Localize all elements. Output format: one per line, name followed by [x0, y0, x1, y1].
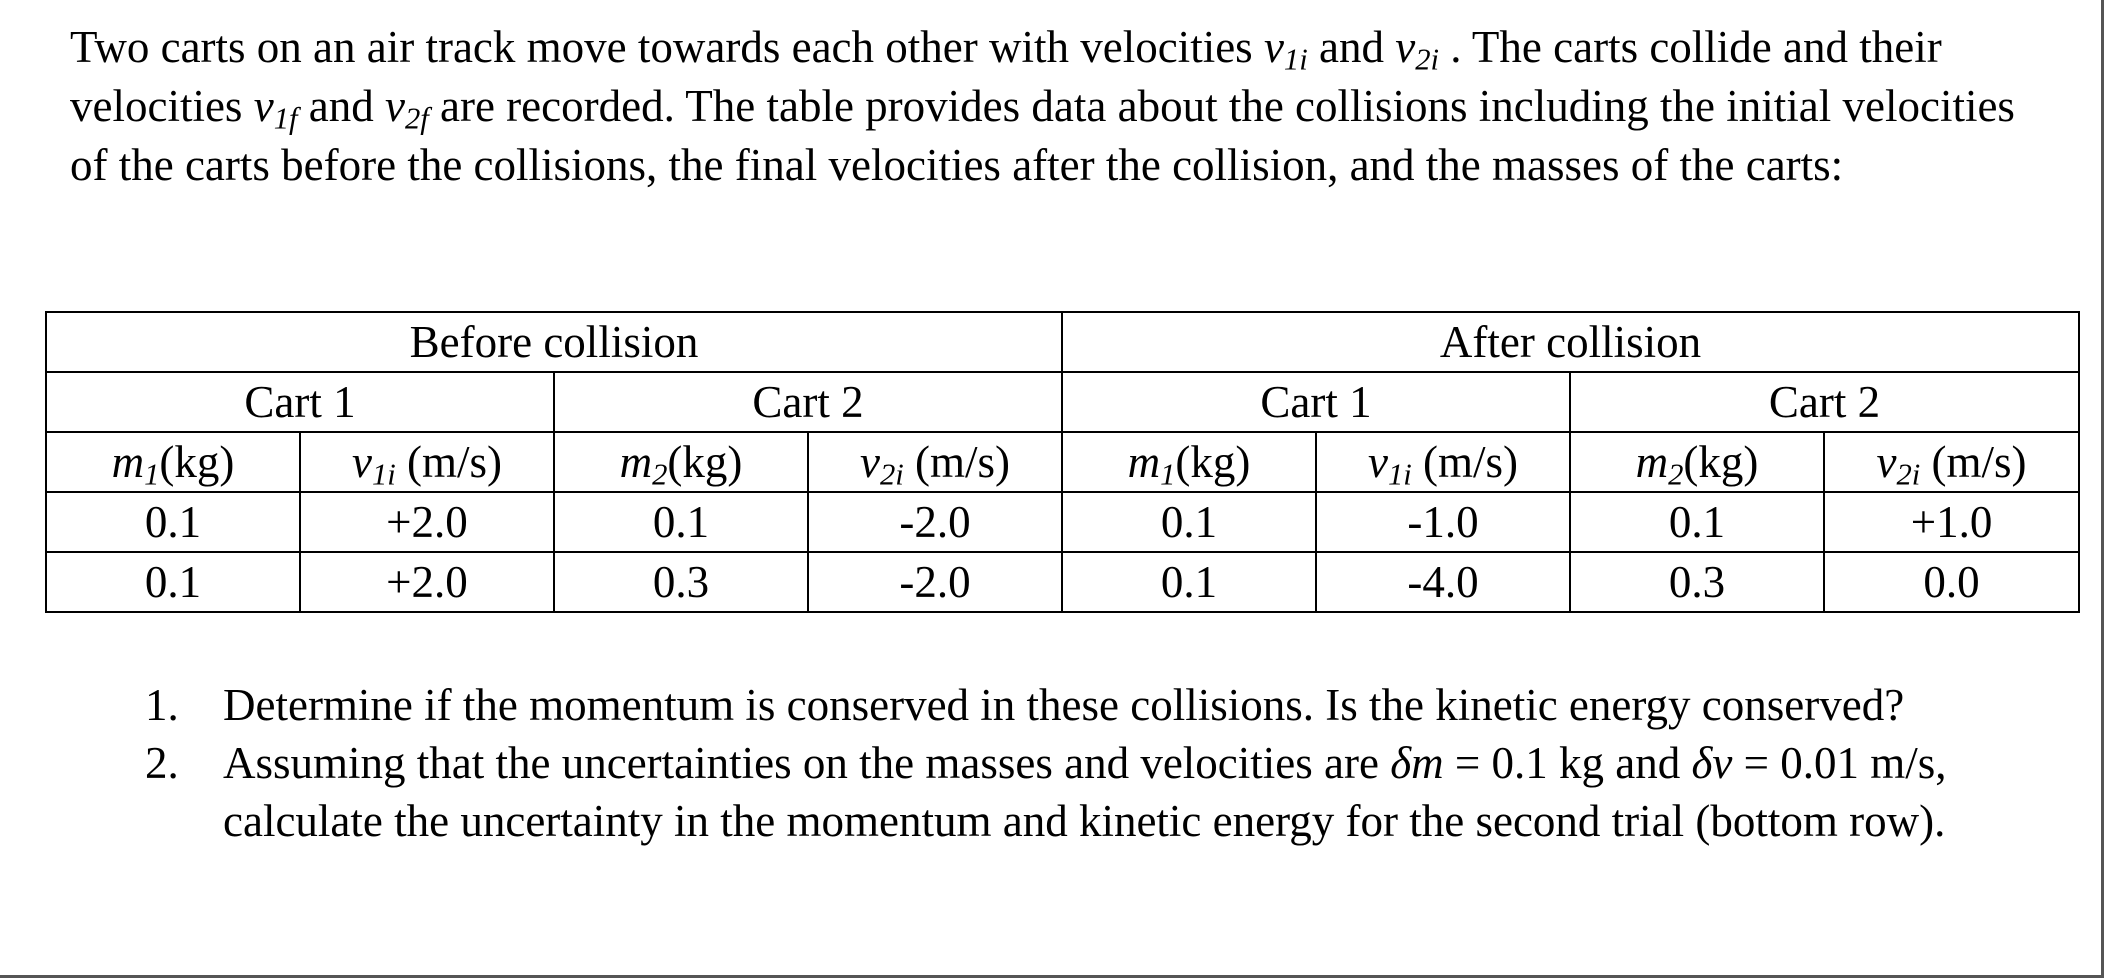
table-cell: 0.1	[46, 492, 300, 552]
header-after-collision: After collision	[1062, 312, 2079, 372]
table-cell: 0.3	[554, 552, 808, 612]
var-v2f: $v_{2f}$	[384, 81, 429, 136]
table-cell: -4.0	[1316, 552, 1570, 612]
column-header: $v_{2i}$ (m/s)	[1824, 432, 2079, 492]
symbol-delta-v: δv	[1691, 738, 1733, 788]
symbol-delta-m: δm	[1390, 738, 1444, 788]
header-before-cart-1: Cart 1	[46, 372, 554, 432]
column-header: $m_2(kg)$	[554, 432, 808, 492]
question-1-text: Determine if the momentum is conserved in these collisions. Is the kinetic energy conserved?	[223, 680, 1905, 730]
question-2-text-c: = 0.01 m/s, calculate the uncertainty in the momentum and kinetic energy for the second trial (bottom row).	[223, 738, 1947, 846]
table-cell: 0.1	[1062, 552, 1316, 612]
table-row	[46, 492, 2079, 552]
column-header: $v_{2i}$ (m/s)	[808, 432, 1062, 492]
question-2	[145, 734, 2075, 850]
collision-data-table	[45, 311, 2080, 613]
intro-text-and-2: and	[297, 81, 385, 131]
table-cell: -2.0	[808, 492, 1062, 552]
table-cell: +2.0	[300, 552, 554, 612]
column-header: $m_1(kg)$	[1062, 432, 1316, 492]
question-1	[145, 676, 2075, 734]
cart-header-row	[46, 372, 2079, 432]
group-header-row	[46, 312, 2079, 372]
column-header: $m_2(kg)$	[1570, 432, 1824, 492]
table-cell: -2.0	[808, 552, 1062, 612]
question-1-number: 1.	[145, 680, 179, 730]
table-cell: +2.0	[300, 492, 554, 552]
header-after-cart-2: Cart 2	[1570, 372, 2079, 432]
intro-text-1: Two carts on an air track move towards each other with velocities	[70, 22, 1264, 72]
question-list	[145, 676, 2075, 850]
column-header: $m_1(kg)$	[46, 432, 300, 492]
header-after-cart-1: Cart 1	[1062, 372, 1570, 432]
header-before-cart-2: Cart 2	[554, 372, 1062, 432]
intro-text-and: and	[1307, 22, 1396, 72]
column-header-row	[46, 432, 2079, 492]
table-row	[46, 552, 2079, 612]
var-v2i: $v_{2i}$	[1395, 22, 1439, 77]
intro-paragraph	[70, 18, 2060, 195]
table-cell: 0.1	[554, 492, 808, 552]
question-2-text-b: = 0.1 kg and	[1443, 738, 1692, 788]
intro-text-2: . The carts collide and their velocities	[70, 22, 1942, 131]
table-cell: 0.1	[1570, 492, 1824, 552]
table-cell: +1.0	[1824, 492, 2079, 552]
header-before-collision: Before collision	[46, 312, 1062, 372]
question-2-text-a: Assuming that the uncertainties on the masses and velocities are	[223, 738, 1391, 788]
var-v1i: $v_{1i}$	[1263, 22, 1308, 77]
column-header: $v_{1i}$ (m/s)	[1316, 432, 1570, 492]
table-cell: 0.1	[46, 552, 300, 612]
table-cell: 0.3	[1570, 552, 1824, 612]
table-cell: 0.0	[1824, 552, 2079, 612]
table-cell: -1.0	[1316, 492, 1570, 552]
var-v1f: $v_{1f}$	[253, 81, 298, 136]
question-2-number: 2.	[145, 738, 179, 788]
table-cell: 0.1	[1062, 492, 1316, 552]
column-header: $v_{1i}$ (m/s)	[300, 432, 554, 492]
intro-text-3: are recorded. The table provides data about the collisions including the initial velocities of the carts before the collisions, the final velocities after the collision, and the masses of the carts:	[70, 81, 2015, 190]
